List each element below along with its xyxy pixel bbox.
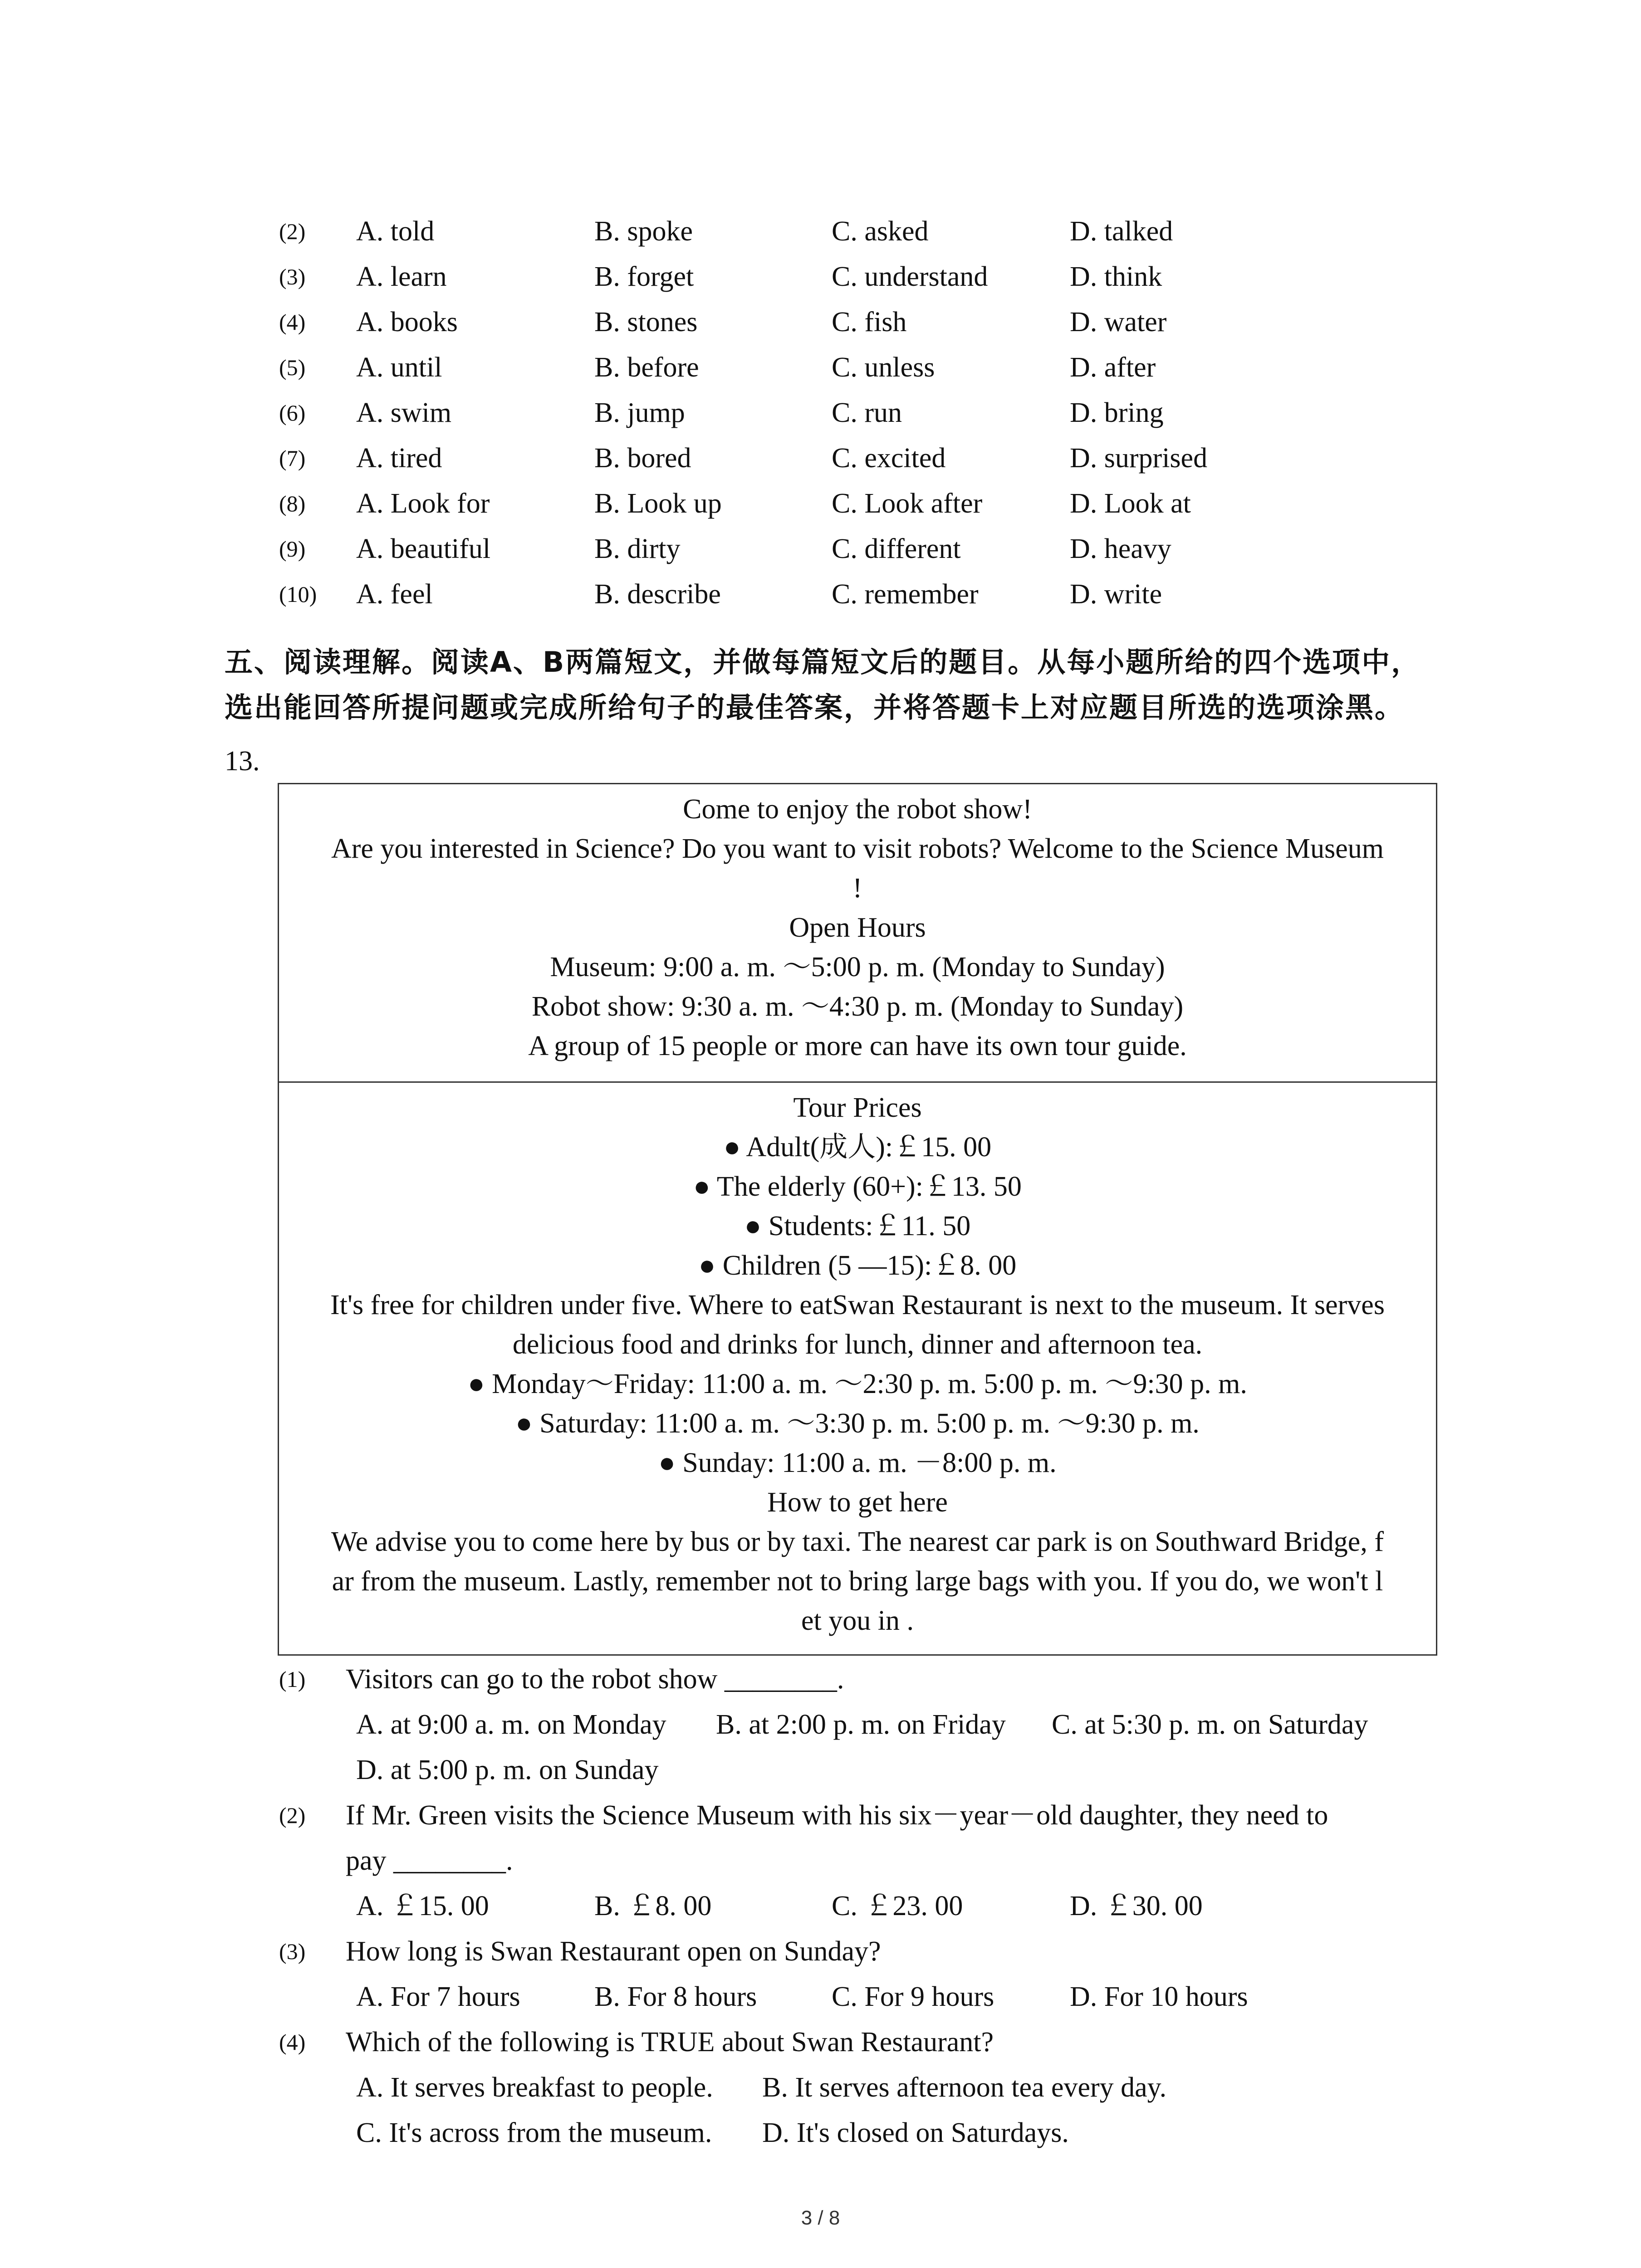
option-row-number: (5) — [279, 355, 306, 380]
section-heading-line-1: 五、阅读理解。阅读A、B两篇短文，并做每篇短文后的题目。从每小题所给的四个选项中， — [225, 645, 1421, 679]
option-row-number: (6) — [279, 400, 306, 425]
q1-option-a[interactable]: A. at 9:00 a. m. on Monday — [356, 1709, 666, 1740]
q1-option-d[interactable]: D. at 5:00 p. m. on Sunday — [356, 1755, 659, 1785]
hours-sunday: ● Sunday: 11:00 a. m. －8:00 p. m. — [658, 1447, 1057, 1478]
q4-stem: Which of the following is TRUE about Swan Restaurant? — [346, 2027, 994, 2058]
option-a[interactable]: A. books — [356, 307, 458, 337]
q3-stem: How long is Swan Restaurant open on Sunday? — [346, 1936, 881, 1967]
q3-option-b[interactable]: B. For 8 hours — [594, 1981, 757, 2012]
option-d[interactable]: D. water — [1070, 307, 1167, 337]
ad-intro-end: ! — [852, 873, 862, 904]
option-b[interactable]: B. dirty — [594, 533, 681, 564]
option-b[interactable]: B. jump — [594, 397, 685, 428]
ad-headline: Come to enjoy the robot show! — [683, 794, 1032, 825]
price-elderly: ● The elderly (60+):￡13. 50 — [693, 1171, 1022, 1202]
tour-prices-heading: Tour Prices — [793, 1092, 922, 1123]
museum-hours: Museum: 9:00 a. m. ～5:00 p. m. (Monday to Sunday) — [550, 952, 1165, 982]
q4-option-d[interactable]: D. It's closed on Saturdays. — [762, 2117, 1069, 2148]
question-number: 13. — [225, 746, 260, 777]
q4-number: (4) — [279, 2029, 306, 2055]
directions-3: et you in . — [801, 1605, 914, 1636]
q2-number: (2) — [279, 1803, 306, 1828]
option-b[interactable]: B. spoke — [594, 216, 693, 247]
option-c[interactable]: C. different — [832, 533, 961, 564]
option-row — [0, 390, 1641, 435]
option-c[interactable]: C. asked — [832, 216, 929, 247]
option-a[interactable]: A. beautiful — [356, 533, 491, 564]
option-a[interactable]: A. told — [356, 216, 435, 247]
q2-option-d[interactable]: D. ￡30. 00 — [1070, 1891, 1203, 1921]
option-row-number: (2) — [279, 219, 306, 244]
price-children: ● Children (5 —15):￡8. 00 — [698, 1250, 1017, 1281]
tour-guide-note: A group of 15 people or more can have its own tour guide. — [528, 1031, 1187, 1061]
option-d[interactable]: D. bring — [1070, 397, 1164, 428]
q3-option-a[interactable]: A. For 7 hours — [356, 1981, 520, 2012]
ad-top-section — [279, 790, 1436, 1066]
q2-option-c[interactable]: C. ￡23. 00 — [832, 1891, 963, 1921]
option-a[interactable]: A. swim — [356, 397, 452, 428]
ad-intro: Are you interested in Science? Do you want to visit robots? Welcome to the Science Museum — [331, 833, 1384, 864]
q3-number: (3) — [279, 1939, 306, 1964]
option-c[interactable]: C. fish — [832, 307, 907, 337]
q2-stem-line-2: pay ________. — [346, 1845, 513, 1876]
option-b[interactable]: B. Look up — [594, 488, 722, 519]
robot-show-ad — [278, 783, 1437, 1656]
option-b[interactable]: B. describe — [594, 579, 721, 610]
option-row — [0, 299, 1641, 345]
option-c[interactable]: C. remember — [832, 579, 979, 610]
option-c[interactable]: C. Look after — [832, 488, 983, 519]
q1-option-b[interactable]: B. at 2:00 p. m. on Friday — [716, 1709, 1006, 1740]
option-a[interactable]: A. until — [356, 352, 442, 383]
page-number: 3 / 8 — [801, 2207, 840, 2229]
ad-bottom-section — [279, 1088, 1436, 1641]
hours-weekday: ● Monday～Friday: 11:00 a. m. ～2:30 p. m. 5:00 p. m. ～9:30 p. m. — [468, 1369, 1247, 1399]
option-row — [0, 481, 1641, 526]
option-c[interactable]: C. unless — [832, 352, 935, 383]
option-b[interactable]: B. stones — [594, 307, 698, 337]
option-row-number: (4) — [279, 309, 306, 335]
q1-option-c[interactable]: C. at 5:30 p. m. on Saturday — [1052, 1709, 1368, 1740]
option-row-number: (9) — [279, 536, 306, 562]
option-d[interactable]: D. surprised — [1070, 443, 1208, 474]
option-a[interactable]: A. feel — [356, 579, 433, 610]
how-to-get-heading: How to get here — [767, 1487, 948, 1518]
option-row — [0, 526, 1641, 572]
restaurant-info-1: It's free for children under five. Where to eatSwan Restaurant is next to the museum. It serves — [330, 1290, 1385, 1320]
q1-number: (1) — [279, 1667, 306, 1692]
option-a[interactable]: A. tired — [356, 443, 442, 474]
directions-2: ar from the museum. Lastly, remember not to bring large bags with you. If you do, we won't l — [332, 1566, 1383, 1597]
option-c[interactable]: C. understand — [832, 261, 988, 292]
q1-stem: Visitors can go to the robot show ________. — [346, 1664, 844, 1695]
option-d[interactable]: D. think — [1070, 261, 1162, 292]
option-row-number: (3) — [279, 264, 306, 289]
q2-option-b[interactable]: B. ￡8. 00 — [594, 1891, 712, 1921]
hours-saturday: ● Saturday: 11:00 a. m. ～3:30 p. m. 5:00 p. m. ～9:30 p. m. — [515, 1408, 1200, 1439]
option-b[interactable]: B. before — [594, 352, 699, 383]
option-row-number: (8) — [279, 491, 306, 516]
open-hours-heading: Open Hours — [789, 912, 926, 943]
q4-option-b[interactable]: B. It serves afternoon tea every day. — [762, 2072, 1167, 2103]
ad-divider — [279, 1081, 1436, 1083]
q2-option-a[interactable]: A. ￡15. 00 — [356, 1891, 489, 1921]
directions-1: We advise you to come here by bus or by taxi. The nearest car park is on Southward Bridge, f — [331, 1526, 1384, 1557]
q3-option-d[interactable]: D. For 10 hours — [1070, 1981, 1248, 2012]
q4-option-c[interactable]: C. It's across from the museum. — [356, 2117, 712, 2148]
option-a[interactable]: A. Look for — [356, 488, 490, 519]
q2-stem-line-1: If Mr. Green visits the Science Museum with his six－year－old daughter, they need to — [346, 1800, 1328, 1831]
option-d[interactable]: D. Look at — [1070, 488, 1191, 519]
option-b[interactable]: B. forget — [594, 261, 694, 292]
restaurant-info-2: delicious food and drinks for lunch, dinner and afternoon tea. — [512, 1329, 1203, 1360]
option-c[interactable]: C. run — [832, 397, 902, 428]
option-d[interactable]: D. talked — [1070, 216, 1173, 247]
option-d[interactable]: D. after — [1070, 352, 1156, 383]
option-row-number: (7) — [279, 445, 306, 471]
option-b[interactable]: B. bored — [594, 443, 691, 474]
option-row — [0, 254, 1641, 299]
option-row — [0, 435, 1641, 481]
price-adult: ● Adult(成人):￡15. 00 — [723, 1132, 992, 1163]
option-row — [0, 572, 1641, 617]
option-row-number: (10) — [279, 582, 317, 607]
q3-option-c[interactable]: C. For 9 hours — [832, 1981, 994, 2012]
option-d[interactable]: D. heavy — [1070, 533, 1171, 564]
option-c[interactable]: C. excited — [832, 443, 946, 474]
q4-option-a[interactable]: A. It serves breakfast to people. — [356, 2072, 713, 2103]
option-a[interactable]: A. learn — [356, 261, 447, 292]
robot-show-hours: Robot show: 9:30 a. m. ～4:30 p. m. (Monday to Sunday) — [531, 991, 1184, 1022]
option-row — [0, 209, 1641, 254]
section-heading-line-2: 选出能回答所提问题或完成所给句子的最佳答案，并将答题卡上对应题目所选的选项涂黑。 — [225, 691, 1405, 724]
option-row — [0, 345, 1641, 390]
price-students: ● Students:￡11. 50 — [744, 1211, 971, 1242]
option-d[interactable]: D. write — [1070, 579, 1162, 610]
